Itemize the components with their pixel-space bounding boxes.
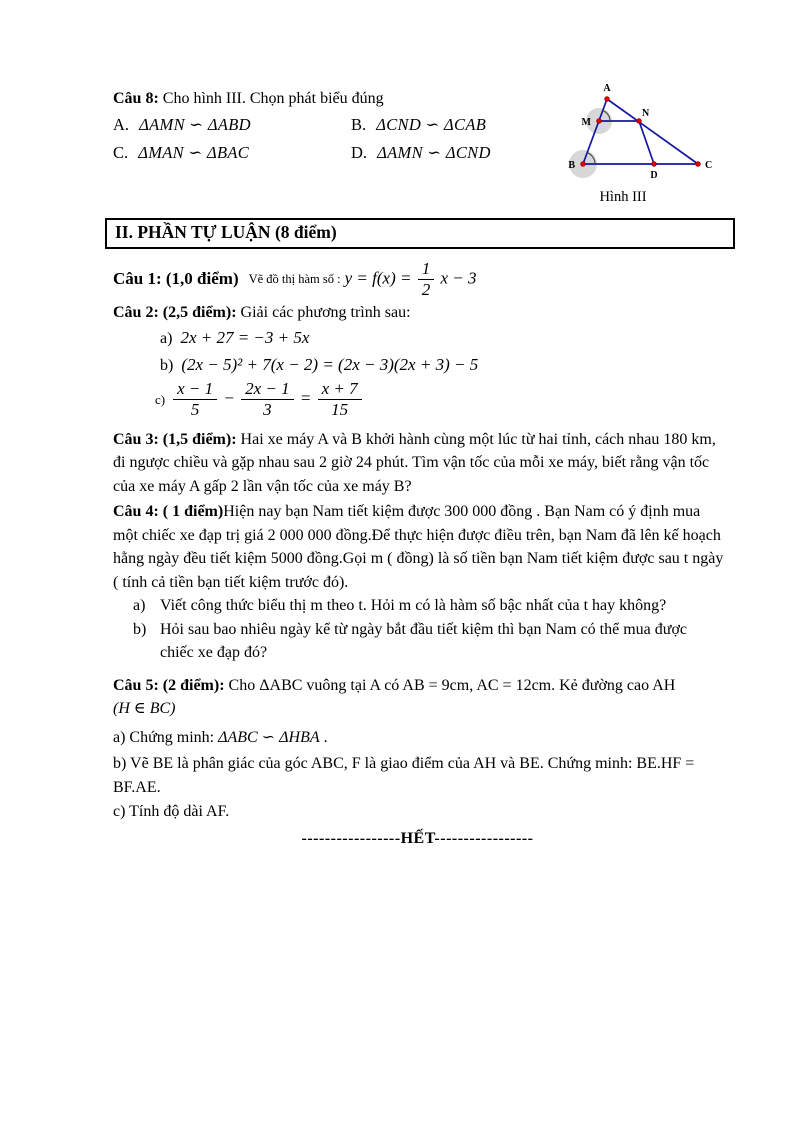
option-c-math: ΔMAN ∽ ΔBAC — [138, 143, 250, 162]
question-2-item-c — [155, 379, 794, 421]
end-label: HẾT — [400, 829, 435, 847]
question-4-text: Hiện nay bạn Nam tiết kiệm được 300 000 đồng . Bạn Nam có ý định mua một chiếc xe đạp trị giá 2 000 000 đồng.Để thực hiện được điều trên, bạn Nam đã lên kế hoạch hằng ngày đều tiết kiệm 5000 đồng.Gọi m ( đồng) là số tiền bạn Nam tiết kiệm được sau t ngày ( tính cả tiền bạn tiết kiệm trước đó). — [113, 503, 724, 591]
q4-item-a-text: Viết công thức biểu thị m theo t. Hỏi m có là hàm số bậc nhất của t hay không? — [160, 597, 667, 614]
fraction-1-num: x − 1 — [173, 380, 217, 400]
end-of-exam-line — [113, 830, 722, 848]
item-a-math: 2x + 27 = −3 + 5x — [180, 327, 310, 347]
question-8-section — [0, 0, 794, 218]
fraction-numerator: 1 — [418, 260, 435, 280]
q5-item-a-math: ΔABC ∽ ΔHBA — [218, 728, 320, 746]
question-8-heading — [113, 86, 563, 111]
q5-item-a-pre: a) Chứng minh: — [113, 728, 219, 746]
operator-equals: = — [299, 388, 312, 408]
vertex-d-label: D — [650, 170, 658, 181]
question-8-options — [113, 111, 563, 166]
option-d — [351, 139, 563, 166]
fraction-one-half — [418, 260, 435, 299]
question-4-item-b — [133, 618, 708, 665]
question-2-item-b — [160, 352, 794, 379]
vertex-b-label: B — [568, 160, 575, 171]
q4-item-b-key: b) — [133, 620, 147, 638]
item-a-key: a) — [160, 329, 173, 347]
option-a-math: ΔAMN ∽ ΔABD — [139, 115, 251, 134]
fraction-2-den: 3 — [263, 400, 272, 419]
vertex-n-dot — [637, 119, 642, 124]
edge-ac — [607, 99, 698, 164]
question-4 — [113, 500, 724, 594]
question-2-item-a — [160, 325, 794, 352]
option-b-math: ΔCND ∽ ΔCAB — [376, 115, 487, 134]
end-dashes-right: ----------------- — [434, 829, 534, 847]
vertex-m-label: M — [581, 117, 591, 128]
question-1-math — [345, 260, 477, 299]
vertex-c-label: C — [705, 160, 713, 171]
vertex-m-dot — [597, 119, 602, 124]
fraction-3-num: x + 7 — [318, 380, 362, 400]
question-8 — [113, 86, 563, 166]
fraction-3-den: 15 — [331, 400, 349, 419]
question-8-label: Câu 8: — [113, 90, 159, 107]
question-4-item-a — [133, 594, 708, 618]
option-c-key: C. — [113, 143, 129, 162]
fraction-1-den: 5 — [190, 400, 200, 419]
vertex-a-label: A — [603, 83, 611, 94]
question-3-label: Câu 3: (1,5 điểm): — [113, 430, 237, 448]
figure-caption: Hình III — [599, 189, 647, 205]
option-d-key: D. — [351, 143, 368, 162]
item-b-key: b) — [160, 356, 174, 374]
option-c — [113, 139, 351, 166]
question-8-prompt: Cho hình III. Chọn phát biểu đúng — [162, 90, 384, 107]
vertex-b-dot — [581, 162, 586, 167]
item-c-math — [171, 380, 364, 419]
q4-item-a-key: a) — [133, 597, 146, 614]
question-2-label: Câu 2: (2,5 điểm): — [113, 304, 237, 321]
vertex-n-label: N — [642, 108, 650, 119]
q4-item-b-text: Hỏi sau bao nhiêu ngày kể từ ngày bắt đầu tiết kiệm thì bạn Nam có thể mua được chiếc xe đạp đó? — [160, 620, 687, 661]
question-5-label: Câu 5: (2 điểm): — [113, 676, 225, 694]
q5-item-a-post: . — [319, 728, 328, 746]
option-a-key: A. — [113, 115, 130, 134]
math-pre: y = f(x) = — [344, 267, 412, 287]
fraction-3 — [318, 380, 362, 419]
question-5-item-a — [113, 726, 724, 750]
vertex-c-dot — [696, 162, 701, 167]
end-dashes-left: ----------------- — [301, 829, 401, 847]
question-2-intro: Giải các phương trình sau: — [236, 304, 411, 321]
option-a — [113, 111, 351, 138]
option-b — [351, 111, 563, 138]
math-post: x − 3 — [440, 267, 477, 287]
question-4-label: Câu 4: ( 1 điểm) — [113, 503, 224, 520]
option-d-math: ΔAMN ∽ ΔCND — [377, 143, 491, 162]
section-2-header: II. PHẦN TỰ LUẬN (8 điểm) — [105, 218, 735, 249]
question-3 — [113, 428, 724, 499]
question-5-item-c: c) Tính độ dài AF. — [113, 803, 230, 820]
operator-minus: − — [223, 388, 235, 408]
triangle-diagram — [563, 76, 733, 182]
question-1 — [113, 257, 735, 301]
question-5-condition: (H ∈ BC) — [113, 700, 176, 717]
item-c-key: c) — [155, 391, 166, 407]
fraction-2 — [241, 380, 294, 419]
geometry-figure — [563, 76, 733, 206]
question-2-heading — [113, 301, 724, 325]
vertex-a-dot — [605, 97, 610, 102]
question-5 — [113, 674, 724, 721]
question-5-text: Cho ΔABC vuông tại A có AB = 9cm, AC = 12cm. Kẻ đường cao AH — [224, 676, 676, 694]
question-3-text: Hai xe máy A và B khởi hành cùng một lúc từ hai tỉnh, cách nhau 180 km, đi ngược chiều và gặp nhau sau 2 giờ 24 phút. Tìm vận tốc của mỗi xe máy, biết rằng vận tốc của xe máy A gấp 2 lần vận tốc của xe máy B? — [113, 430, 716, 495]
fraction-2-num: 2x − 1 — [241, 380, 294, 400]
vertex-d-dot — [652, 162, 657, 167]
question-5-item-b: b) Vẽ BE là phân giác của góc ABC, F là giao điểm của AH và BE. Chứng minh: BE.HF = BF.AE. — [113, 755, 695, 796]
item-b-math: (2x − 5)² + 7(x − 2) = (2x − 3)(2x + 3) − 5 — [181, 354, 479, 374]
fraction-1 — [173, 380, 217, 419]
fraction-denominator: 2 — [421, 279, 431, 299]
option-b-key: B. — [351, 115, 367, 134]
question-1-label: Câu 1: (1,0 điểm) — [113, 269, 239, 288]
question-1-intro: Vẽ đồ thị hàm số : — [248, 271, 341, 286]
